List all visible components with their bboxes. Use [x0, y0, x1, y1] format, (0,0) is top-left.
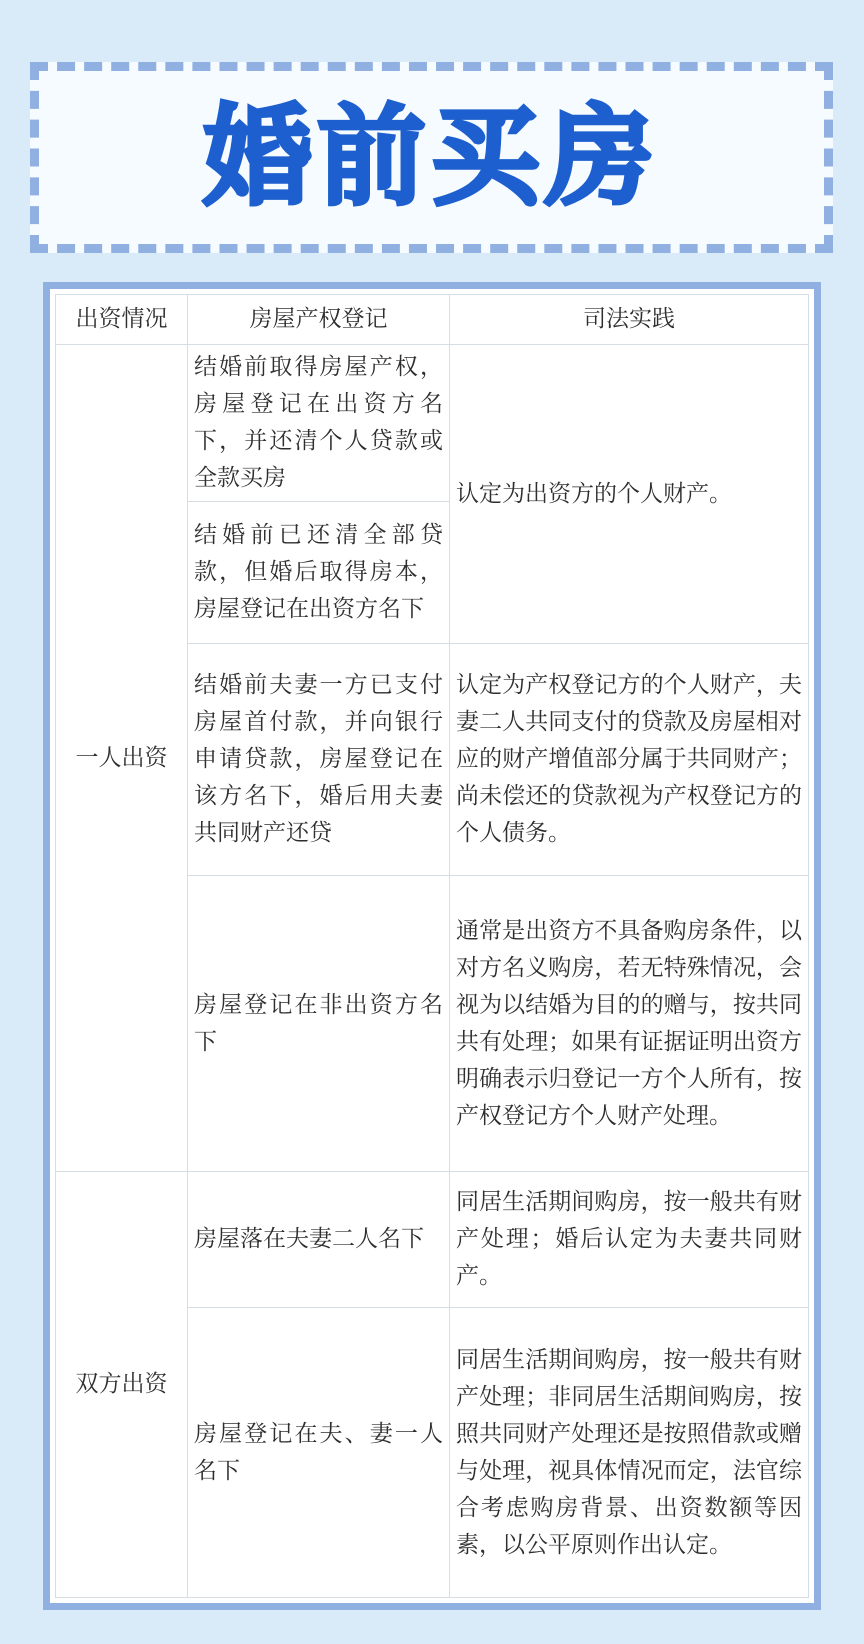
property-table	[55, 294, 809, 1598]
practice-cell: 认定为出资方的个人财产。	[450, 345, 809, 644]
registration-cell: 结婚前夫妻一方已支付房屋首付款，并向银行申请贷款，房屋登记在该方名下，婚后用夫妻共同财产还贷	[188, 644, 450, 876]
page-title: 婚前买房	[203, 94, 660, 220]
practice-cell: 认定为产权登记方的个人财产，夫妻二人共同支付的贷款及房屋相对应的财产增值部分属于共同财产；尚未偿还的贷款视为产权登记方的个人债务。	[450, 644, 809, 876]
practice-cell: 同居生活期间购房，按一般共有财产处理；非同居生活期间购房，按照共同财产处理还是按照借款或赠与处理，视具体情况而定，法官综合考虑购房背景、出资数额等因素，以公平原则作出认定。	[450, 1308, 809, 1598]
registration-cell: 房屋登记在夫、妻一人名下	[188, 1308, 450, 1598]
practice-cell: 同居生活期间购房，按一般共有财产处理；婚后认定为夫妻共同财产。	[450, 1172, 809, 1308]
header-registration: 房屋产权登记	[188, 295, 450, 345]
practice-cell: 通常是出资方不具备购房条件，以对方名义购房，若无特殊情况，会视为以结婚为目的的赠与，按共同共有处理；如果有证据证明出资方明确表示归登记一方个人所有，按产权登记方个人财产处理。	[450, 876, 809, 1172]
registration-cell: 房屋落在夫妻二人名下	[188, 1172, 450, 1308]
table-frame	[43, 282, 821, 1610]
category-cell: 一人出资	[56, 345, 188, 1172]
header-funding: 出资情况	[56, 295, 188, 345]
table-row	[56, 1172, 809, 1308]
registration-cell: 结婚前已还清全部贷款，但婚后取得房本，房屋登记在出资方名下	[188, 502, 450, 644]
registration-cell: 结婚前取得房屋产权，房屋登记在出资方名下，并还清个人贷款或全款买房	[188, 345, 450, 502]
category-cell: 双方出资	[56, 1172, 188, 1598]
header-row	[56, 295, 809, 345]
registration-cell: 房屋登记在非出资方名下	[188, 876, 450, 1172]
title-banner	[30, 62, 833, 253]
header-practice: 司法实践	[450, 295, 809, 345]
table-row	[56, 345, 809, 502]
